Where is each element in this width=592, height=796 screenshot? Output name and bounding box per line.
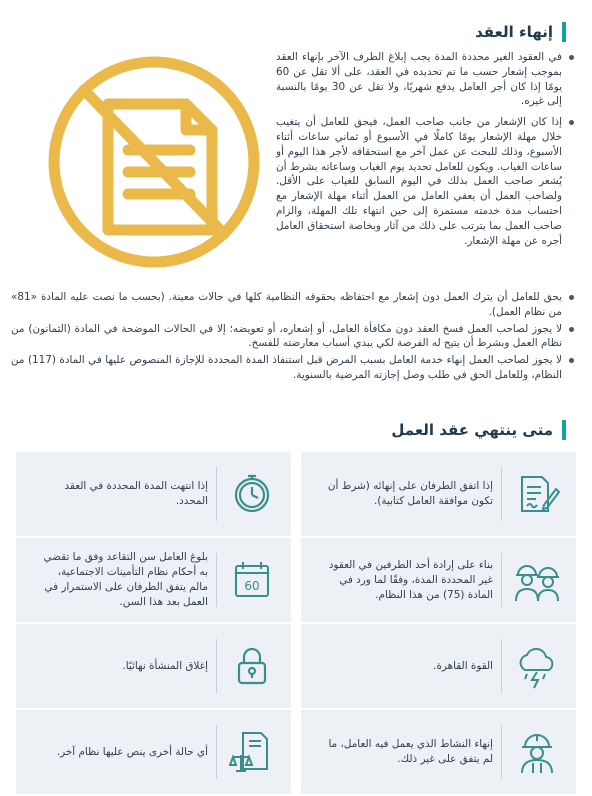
bullet-no-termination-without-compensation: لا يجوز لصاحب العمل فسخ العقد دون مكافأة العامل، أو إشعاره، أو تعويضه؛ إلا في الحالات الموضحة في المادة (الثمانون) من نظام العمل وبشرط أن يتيح له الفرصة لكي يبدي أسباب معارضته للفسخ. bbox=[11, 322, 576, 352]
padlock-icon bbox=[223, 637, 281, 695]
bullet-sick-leave-protection: لا يجوز لصاحب العمل إنهاء خدمة العامل بسبب المرض قبل استنفاذ المدة المحددة للإجازة المنصوص عليها في المادة (117) من النظام، وللعامل الحق في طلب وصل إجازته المرضية بالسنوية. bbox=[11, 353, 576, 383]
case-card-mutual-agreement bbox=[301, 452, 576, 536]
section-title-when-contract-ends: متى ينتهي عقد العمل bbox=[391, 420, 566, 440]
bullet-leave-without-notice: يحق للعامل أن يترك العمل دون إشعار مع احتفاظه بحقوقه النظامية كلها في حالات معينة. (بحسب ما نصت عليه المادة «81» من نظام العمل). bbox=[11, 290, 576, 320]
bullet-notice-period: في العقود الغير محددة المدة يجب إبلاغ الطرف الآخر بإنهاء العقد بموجب إشعار حسب ما تم تحديده في العقد، على ألا تقل عن 60 يومًا إذا كان أجر العامل يدفع شهريًا، ولا تقل عن 30 يومًا بالنسبة إلى غيره. bbox=[276, 50, 576, 109]
case-card-retirement-age bbox=[16, 538, 291, 622]
case-text-other-law: أي حالة أخرى ينص عليها نظام آخر. bbox=[56, 745, 208, 758]
clock-icon bbox=[223, 465, 281, 523]
section-title-contract-termination: إنهاء العقد bbox=[475, 22, 566, 42]
case-card-facility-closure bbox=[16, 624, 291, 708]
worker-helmet-icon bbox=[508, 723, 566, 781]
case-text-one-party-will: بناء على إرادة أحد الطرفين في العقود غير المحددة المدة، وفقًا لما ورد في المادة (75) من هذا النظام. bbox=[328, 558, 493, 601]
case-text-force-majeure: القوة القاهرة. bbox=[433, 659, 493, 672]
termination-rights-bullets bbox=[11, 290, 576, 385]
cancelled-document-illustration bbox=[36, 40, 266, 278]
case-text-mutual-agreement: إذا اتفق الطرفان على إنهائه (شرط أن تكون موافقة العامل كتابية). bbox=[327, 480, 493, 507]
case-card-force-majeure bbox=[301, 624, 576, 708]
law-document-icon bbox=[223, 723, 281, 781]
bullet-employer-notice-absence: إذا كان الإشعار من جانب صاحب العمل، فيحق للعامل أن يتغيب خلال مهلة الإشعار يومًا كاملًا في الأسبوع أو ثماني ساعات أثناء الأسبوع، وذلك للبحث عن عمل آخر مع استحقاقه لأجر هذا اليوم أو ساعات الغياب. ويكون للعامل تحديد يوم الغياب وساعاته بشرط أن يُشعر صاحب العمل بذلك في اليوم السابق للغياب على الأقل. ولصاحب العمل أن يعفي العامل من العمل أثناء مهلة الإشعار مع احتساب مدة خدمته مستمرة إلى حين انتهاء تلك المهلة، والزام صاحب العمل بما يترتب على ذلك من آثار وبخاصة استحقاق العامل أجره عن مهلة الإشعار. bbox=[276, 115, 576, 248]
case-card-one-party-will bbox=[301, 538, 576, 622]
case-text-retirement-age: بلوغ العامل سن التقاعد وفق ما تقضي به أحكام نظام التأمينات الاجتماعية، مالم يتفق الطرفان على الاستمرار في العمل بعد هذا السن. bbox=[43, 551, 208, 608]
case-text-fixed-term-expired: إذا انتهت المدة المحددة في العقد المحدد. bbox=[64, 480, 208, 507]
case-card-activity-ended bbox=[301, 710, 576, 794]
case-text-activity-ended: إنهاء النشاط الذي يعمل فيه العامل، ما لم يتفق على غير ذلك. bbox=[328, 738, 493, 765]
calendar-60-icon bbox=[223, 551, 281, 609]
case-card-fixed-term-expired bbox=[16, 452, 291, 536]
case-text-facility-closure: إغلاق المنشأة نهائيًا. bbox=[122, 659, 208, 672]
termination-notice-bullets bbox=[276, 50, 576, 254]
workers-icon bbox=[508, 551, 566, 609]
calendar-number: 60 bbox=[244, 579, 260, 593]
contract-signing-icon bbox=[508, 465, 566, 523]
storm-icon bbox=[508, 637, 566, 695]
case-card-other-law bbox=[16, 710, 291, 794]
